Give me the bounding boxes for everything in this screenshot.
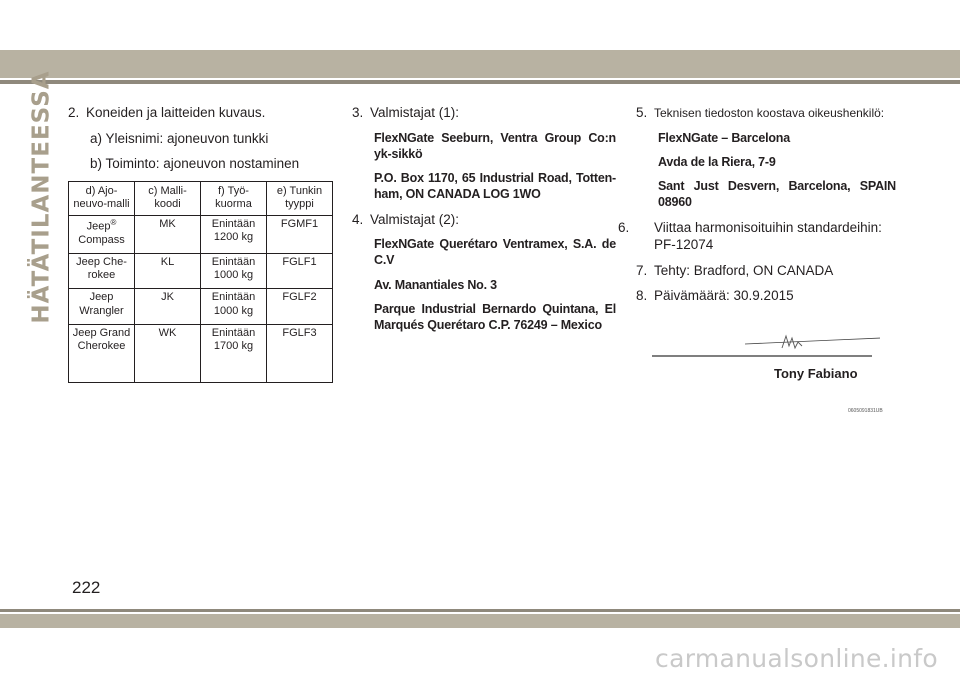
- cell-load: Enintään 1000 kg: [201, 289, 267, 324]
- cell-type: FGLF1: [267, 254, 333, 289]
- cell-code: WK: [135, 324, 201, 382]
- item-7-text: Tehty: Bradford, ON CANADA: [654, 262, 834, 278]
- item-5: [636, 104, 896, 122]
- item-5-text: Teknisen tiedoston koostava oikeushenkilö:: [654, 106, 885, 120]
- item-3-number: 3.: [352, 105, 364, 120]
- item-6-number: 6.: [618, 219, 630, 235]
- table-row: [69, 216, 333, 254]
- item-7: [636, 262, 896, 280]
- legal-person-street: Avda de la Riera, 7-9: [658, 154, 776, 169]
- item-3-text: Valmistajat (1):: [370, 105, 460, 120]
- cell-load: Enintään 1700 kg: [201, 324, 267, 382]
- header-band: [0, 50, 960, 78]
- item-2a: a) Yleisnimi: ajoneuvon tunkki: [90, 130, 269, 146]
- item-2-text: Koneiden ja laitteiden kuvaus.: [86, 105, 266, 120]
- header-model-code: c) Malli-koodi: [135, 181, 201, 215]
- cell-load: Enintään 1200 kg: [201, 216, 267, 254]
- table-row: [69, 289, 333, 324]
- top-margin: [0, 0, 960, 50]
- item-7-number: 7.: [636, 262, 648, 278]
- signature-name: Tony Fabiano: [774, 366, 858, 381]
- item-2-number: 2.: [68, 105, 80, 120]
- manufacturer-1-name: FlexNGate Seeburn, Ventra Group Co:n yk-sikkö: [374, 130, 616, 161]
- manufacturer-2-street: Av. Manantiales No. 3: [374, 277, 497, 292]
- section-side-tab: [28, 70, 56, 324]
- manufacturer-2-address: Parque Industrial Bernardo Quintana, El Marqués Querétaro C.P. 76249 – Mexico: [374, 301, 616, 333]
- item-6: [618, 219, 896, 254]
- footer-band: [0, 614, 960, 628]
- item-2b: b) Toiminto: ajoneuvon nostaminen: [90, 156, 300, 172]
- item-4-number: 4.: [352, 211, 364, 227]
- column-2: [352, 104, 616, 341]
- manufacturer-1-address: P.O. Box 1170, 65 Industrial Road, Totten-ham, ON CANADA LOG 1WO: [374, 171, 616, 202]
- header-rule: [0, 80, 960, 84]
- item-3: [352, 104, 616, 122]
- item-8-text: Päivämäärä: 30.9.2015: [654, 288, 794, 304]
- jack-spec-table: [68, 181, 333, 383]
- column-3: [618, 104, 896, 313]
- watermark: carmanualsonline.info: [655, 644, 938, 673]
- item-6-text: Viittaa harmonisoituihin standardeihin: PF-12074: [654, 219, 882, 253]
- item-5-number: 5.: [636, 105, 648, 120]
- image-code: 0605091831UB: [848, 408, 883, 414]
- cell-code: JK: [135, 289, 201, 324]
- column-1: [68, 104, 332, 383]
- cell-load: Enintään 1000 kg: [201, 254, 267, 289]
- item-8-number: 8.: [636, 288, 648, 304]
- cell-type: FGLF3: [267, 324, 333, 382]
- section-side-tab-label: HÄTÄTILANTEESSA: [29, 70, 55, 324]
- legal-person-city: Sant Just Desvern, Barcelona, SPAIN 08960: [658, 179, 896, 210]
- item-4-text: Valmistajat (2):: [370, 211, 460, 227]
- item-8: [636, 287, 896, 305]
- legal-person-name: FlexNGate – Barcelona: [658, 130, 790, 145]
- cell-model: Jeep® Compass: [69, 216, 135, 254]
- header-work-load: f) Työ-kuorma: [201, 181, 267, 215]
- header-jack-type: e) Tunkin tyyppi: [267, 181, 333, 215]
- item-2: [68, 104, 332, 122]
- cell-code: KL: [135, 254, 201, 289]
- manufacturer-2-name: FlexNGate Querétaro Ventramex, S.A. de C.V: [374, 237, 616, 268]
- header-vehicle-model: d) Ajo-neuvo-malli: [69, 181, 135, 215]
- footer-rule: [0, 609, 960, 612]
- signature-stroke: [745, 338, 880, 344]
- cell-type: FGLF2: [267, 289, 333, 324]
- cell-type: FGMF1: [267, 216, 333, 254]
- cell-model: Jeep Wrangler: [69, 289, 135, 324]
- table-row: [69, 254, 333, 289]
- page-number: 222: [72, 578, 101, 597]
- cell-model: Jeep Che-rokee: [69, 254, 135, 289]
- item-4: [352, 211, 616, 229]
- table-row: [69, 324, 333, 382]
- cell-code: MK: [135, 216, 201, 254]
- cell-model: Jeep Grand Cherokee: [69, 324, 135, 382]
- table-header-row: [69, 181, 333, 215]
